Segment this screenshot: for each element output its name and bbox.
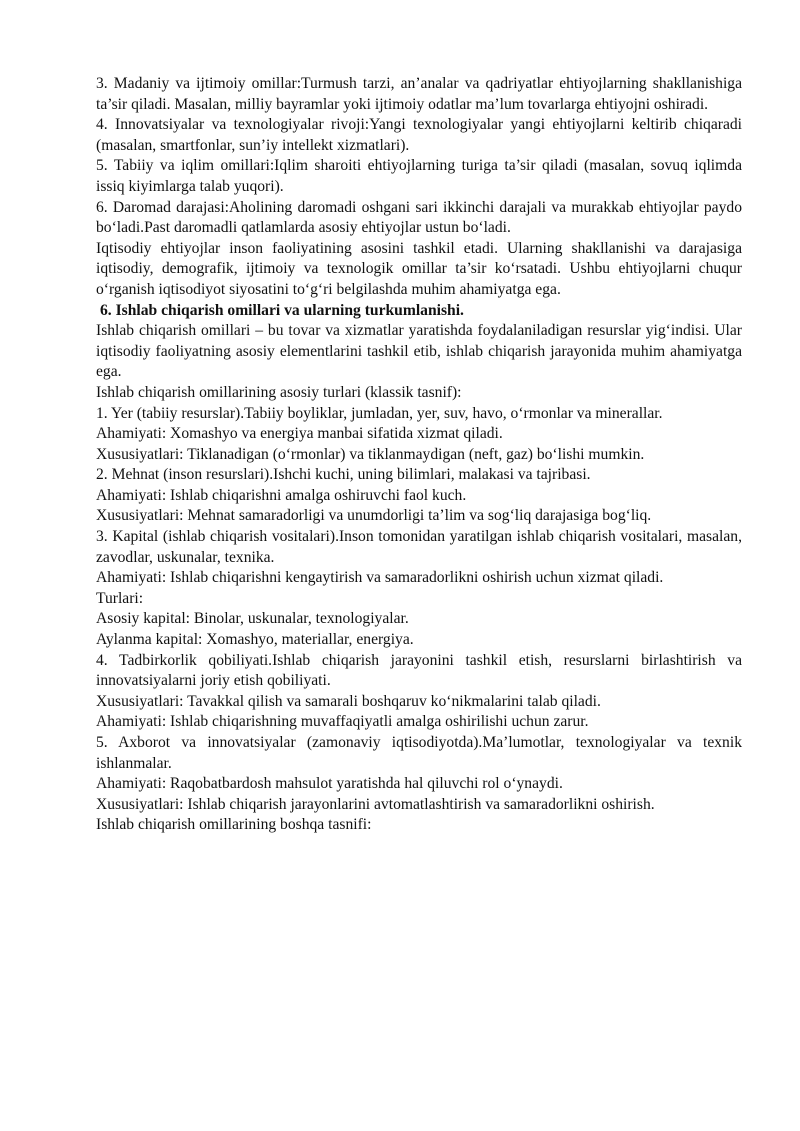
paragraph-income-level: 6. Daromad darajasi:Aholining daromadi oshgani sari ikkinchi darajali va murakkab ehtiyojlar paydo bo‘ladi.Past daromadli qatlamlarda asosiy ehtiyojlar ustun bo‘ladi.: [96, 198, 742, 237]
paragraph-labor-features: Xususiyatlari: Mehnat samaradorligi va unumdorligi ta’lim va sog‘liq darajasiga bog‘liq.: [96, 507, 652, 525]
paragraph-labor-importance: Ahamiyati: Ishlab chiqarishni amalga oshiruvchi faol kuch.: [96, 486, 467, 504]
paragraph-innovation-factors: 4. Innovatsiyalar va texnologiyalar rivoji:Yangi texnologiyalar yangi ehtiyojlarni keltirib chiqaradi (masalan, smartfonlar, sun’iy intellekt xizmatlari).: [96, 116, 742, 154]
paragraph-information: 5. Axborot va innovatsiyalar (zamonaviy iqtisodiyotda).Ma’lumotlar, texnologiyalar va texnik ishlanmalar.: [96, 734, 742, 772]
paragraph-information-importance: Ahamiyati: Raqobatbardosh mahsulot yaratishda hal qiluvchi rol o‘ynaydi.: [96, 775, 563, 793]
paragraph-entrepreneurship-importance: Ahamiyati: Ishlab chiqarishning muvaffaqiyatli amalga oshirilishi uchun zarur.: [96, 713, 589, 731]
paragraph-factors-definition: Ishlab chiqarish omillari – bu tovar va xizmatlar yaratishda foydalaniladigan resurslar yig‘indisi. Ular iqtisodiy faoliyatning asosiy elementlarini tashkil etib, ishlab chiqarish jarayonida muhim ahamiyatga ega.: [96, 322, 742, 381]
paragraph-classic-types: Ishlab chiqarish omillarining asosiy turlari (klassik tasnif):: [96, 383, 462, 401]
paragraph-fixed-capital: Asosiy kapital: Binolar, uskunalar, texnologiyalar.: [96, 610, 409, 628]
paragraph-land: 1. Yer (tabiiy resurslar).Tabiiy boyliklar, jumladan, yer, suv, havo, o‘rmonlar va minerallar.: [96, 404, 663, 422]
paragraph-other-classification: Ishlab chiqarish omillarining boshqa tasnifi:: [96, 816, 372, 834]
paragraph-cultural-factors: 3. Madaniy va ijtimoiy omillar:Turmush tarzi, an’analar va qadriyatlar ehtiyojlarning shakllanishiga ta’sir qiladi. Masalan, milliy bayramlar yoki ijtimoiy odatlar ma’lum tovarlarga ehtiyojni oshiradi.: [96, 75, 742, 113]
paragraph-information-features: Xususiyatlari: Ishlab chiqarish jarayonlarini avtomatlashtirish va samaradorlikni oshirish.: [96, 795, 655, 813]
paragraph-needs-summary: Iqtisodiy ehtiyojlar inson faoliyatining asosini tashkil etadi. Ularning shakllanishi va darajasiga iqtisodiy, demografik, ijtimoiy va texnologik omillar ta’sir ko‘rsatadi. Ushbu ehtiyojlarni chuqur o‘rganish iqtisodiyot siyosatini to‘g‘ri belgilashda muhim ahamiyatga ega.: [96, 239, 742, 298]
paragraph-land-features: Xususiyatlari: Tiklanadigan (o‘rmonlar) va tiklanmaydigan (neft, gaz) bo‘lishi mumkin.: [96, 445, 645, 463]
document-page: [96, 74, 742, 836]
section-heading: 6. Ishlab chiqarish omillari va ularning turkumlanishi.: [100, 301, 464, 319]
paragraph-working-capital: Aylanma kapital: Xomashyo, materiallar, energiya.: [96, 631, 414, 649]
paragraph-entrepreneurship: 4. Tadbirkorlik qobiliyati.Ishlab chiqarish jarayonini tashkil etish, resurslarni birlashtirish va innovatsiyalarni joriy etish qobiliyati.: [96, 651, 742, 690]
paragraph-land-importance: Ahamiyati: Xomashyo va energiya manbai sifatida xizmat qiladi.: [96, 425, 503, 443]
paragraph-labor: 2. Mehnat (inson resurslari).Ishchi kuchi, uning bilimlari, malakasi va tajribasi.: [96, 466, 591, 484]
paragraph-entrepreneurship-features: Xususiyatlari: Tavakkal qilish va samarali boshqaruv ko‘nikmalarini talab qiladi.: [96, 692, 601, 710]
paragraph-capital-importance: Ahamiyati: Ishlab chiqarishni kengaytirish va samaradorlikni oshirish uchun xizmat qiladi.: [96, 569, 664, 587]
paragraph-capital: 3. Kapital (ishlab chiqarish vositalari).Inson tomonidan yaratilgan ishlab chiqarish vositalari, masalan, zavodlar, uskunalar, texnika.: [96, 528, 742, 566]
paragraph-capital-types-label: Turlari:: [96, 589, 144, 607]
paragraph-natural-factors: 5. Tabiiy va iqlim omillari:Iqlim sharoiti ehtiyojlarning turiga ta’sir qiladi (masalan, sovuq iqlimda issiq kiyimlarga talab yuqori).: [96, 157, 742, 195]
